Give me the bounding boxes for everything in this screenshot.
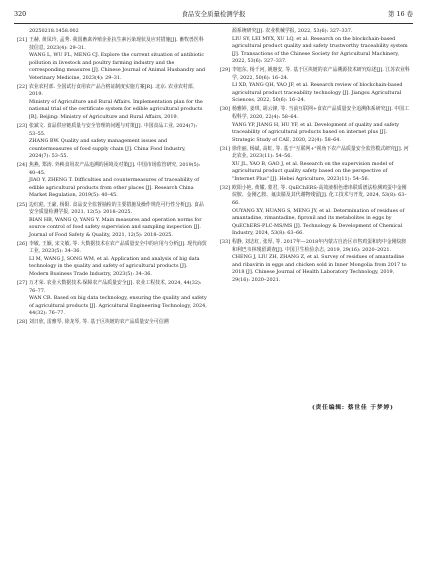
reference-number: [29] — [220, 67, 231, 74]
reference-entry — [220, 185, 410, 238]
reference-number: [22] — [17, 83, 28, 90]
reference-number: [28] — [17, 319, 28, 326]
reference-entry — [17, 241, 207, 279]
reference-number: [31] — [220, 145, 231, 152]
reference-number: [26] — [17, 240, 28, 247]
reference-number: [24] — [17, 162, 28, 169]
reference-entry — [220, 67, 410, 105]
reference-text: 万才荣. 农业大数据技术:保障农产品质量安全[J]. 农业工程技术, 2024, 44(32): 76–77. — [29, 280, 202, 294]
reference-text: XU JL, YAO B, GAO J, et al. Research on the supervision model of agricultural product quality safety based on the perspective of "Internet Plus" [J]. Hebei Agriculture, 2023(11): 54–56. — [232, 160, 394, 182]
reference-text: LI XD, YANG QH, YAO JF, et al. Research review of blockchain-based agricultural product traceability technology [J]. Jiangsu Agricultural Sciences, 2022, 50(6): 16–24. — [232, 82, 403, 104]
reference-number: [27] — [17, 280, 28, 286]
editor-credit: (责任编辑: 蔡世佳 于梦婷) — [312, 405, 394, 411]
reference-entry — [17, 202, 207, 240]
reference-text: 20250218.1458.002 — [29, 28, 79, 34]
reference-text: 张斌文. 食品供应链质量与安全管理的问题与对策[J]. 中国食品工业, 2024(7): 53–55. — [29, 123, 198, 137]
reference-text: ZHANG BW. Quality and safety management issues and countermeasures of food supply chain [J]. China Food Industry, 2024(7): 53–55. — [29, 138, 186, 160]
reference-text: LIU SY, LEI MYX, XU LQ, et al. Research on the blockchain-based agricultural product quality and safety trustworthy traceability system [J]. Transactions of the Chinese Society for Agricultural Machinery, 2022, 53(6): 327–337. — [232, 35, 408, 65]
reference-number: [30] — [220, 106, 231, 113]
reference-text: 程静, 刘志红, 张厚, 等. 2017年—2018年内蒙古自治区市售鸡蛋和肉中金刚烷胺和利巴韦林残留调查[J]. 中国卫生检验杂志, 2019, 29(16): 2020–2021. — [232, 239, 407, 253]
reference-number: [25] — [17, 201, 28, 208]
reference-entry — [17, 319, 207, 327]
running-header — [14, 8, 413, 21]
reference-entry — [17, 123, 207, 161]
reference-text: BIAN HB, WANG Q, YANG Y. Main measures and operation norms for source control of food safety supervision and sampling inspection [J]. Journal of Food Safety & Quality, 2021, 12(5): 2018–2025. — [29, 216, 202, 238]
reference-entry — [220, 28, 410, 66]
reference-entry — [17, 84, 207, 122]
reference-text: CHENG J, LIU ZH, ZHANG Z, et al. Survey of residues of amantadine and ribavirin in eggs and chicken sold in Inner Mongolia from 2017 to 2018 [J]. Chinese Journal of Health Laboratory Technology, 2019, 29(16): 2020–2021. — [232, 254, 407, 283]
volume-label: 第 16 卷 — [388, 10, 413, 18]
reference-number: [23] — [17, 123, 28, 130]
reference-text: 徐佳丽, 杨斌, 高虹, 等. 基于"互联网+"视角下农产品质量安全监管模式研究[J]. 河北农业, 2023(11): 54–56. — [232, 145, 409, 160]
reference-text: WANG L, WU FL, MENG CJ. Explore the current situation of antibiotic pollution in livestock and poultry farming industry and the corresponding measures [J]. Chinese Journal of Animal Husbandry and Veterinary Medicine, 2023(4): 29–31. — [29, 52, 206, 81]
reference-list-right-column — [220, 28, 410, 286]
reference-number: [33] — [220, 239, 231, 246]
reference-text: 焦燕, 郑涛. 外秧食用农产品追溯的困境及对策[J]. 中国市场监管研究, 2019(5): 40–45. — [29, 162, 201, 176]
reference-entry — [220, 106, 410, 144]
reference-text: 源系统研究[J]. 农业机械学报, 2022, 53(6): 327–337. — [232, 28, 353, 34]
header-rule — [14, 23, 413, 24]
reference-list-left-column — [17, 28, 207, 328]
reference-entry — [17, 37, 207, 82]
journal-title: 食品安全质量检测学报 — [181, 10, 246, 18]
reference-text: 杨雅婷, 姜琪, 胡云锋, 等. 当前互联网+食农产品质量安全追溯体系研究[J]. 中国工程科学, 2020, 22(4): 58–64. — [232, 106, 410, 121]
reference-entry — [220, 146, 410, 184]
reference-number: [32] — [220, 184, 231, 191]
reference-entry — [17, 28, 207, 36]
reference-text: WAN CR. Based on big data technology, ensuring the quality and safety of agricultural products [J]. Agricultural Engineering Technology, 2024, 44(32): 76–77. — [29, 295, 207, 317]
reference-text: 李敏, 王颖, 宋文敏, 等. 大数据技术在农产品质量安全中的应用与分析[J]. 现代商贸工业, 2023(5): 34–36. — [29, 240, 207, 255]
reference-text: 农业农村部. 全国试行食用农产品合格证制度实施方案[R]. 北京: 农业农村部, 2019. — [29, 83, 195, 98]
reference-text: YANG YP, JIANG H, HU YF, et al. Development of quality and safety traceability of agricultural products based on internet plus [J]. Strategic Study of CAE, 2020, 22(4): 58–64. — [232, 121, 400, 143]
reference-text: 刘日欣, 雷雅琴, 徐龙琴, 等. 基于区块链的农产品质量安全可信溯 — [29, 319, 169, 326]
reference-entry — [17, 162, 207, 200]
reference-entry — [17, 280, 207, 318]
reference-text: 欧阳小艳, 黄耀, 蒙君, 等. QuEChERS-高效液相色谱串联质谱法检测鸡蛋中金刚烷胺、金刚乙胺、氟虫腈及其代谢物残留[J]. 化工技术与开发, 2024, 53(8): 63–66. — [232, 184, 407, 207]
reference-number: [21] — [17, 37, 28, 44]
reference-text: Ministry of Agriculture and Rural Affairs. Implementation plan for the national trial of the certificate system for edible agricultural products [R]. Beijing: Ministry of Agriculture and Rural Affairs, 2019. — [29, 98, 203, 121]
reference-text: 王赫, 黄凤玲, 孟秀. 我国畜禽养殖企业抗生素污染现状及应对措施[J]. 畜牧兽医科技信息, 2023(4): 29–31. — [29, 37, 204, 51]
reference-entry — [220, 239, 410, 284]
reference-text: LI M, WANG J, SONG WM, et al. Application and analysis of big data technology in the quality and safety of agricultural products [J]. Modern Business Trade Industry, 2023(5): 34–36. — [29, 255, 200, 277]
reference-text: 李旭东, 杨千河, 姚惠安, 等. 基于区块链的农产品溯源技术研究综述[J]. 江苏农业科学, 2022, 50(6): 16–24. — [232, 67, 410, 81]
reference-text: 边红彪, 王豪, 杨阳. 食品安全监督抽检的主要措施及操作规范可行性分析[J]. 食品安全质量检测学报, 2021, 12(5): 2018–2025. — [29, 201, 204, 216]
reference-text: JIAO Y, ZHENG T. Difficulties and countermeasures of traceability of edible agricultural products from other places [J]. Research China Market Regulation, 2019(5): 40–45. — [29, 177, 200, 199]
reference-text: OUYANG XY, HUANG S, MENG JY, et al. Determination of residues of amantadine, rimantadine, fipronil and its metabolites in eggs by QuEChERS-PLC-MS/MS [J]. Technology & Development of Chemical Industry, 2024, 53(8): 63–66. — [232, 207, 405, 237]
page-number: 320 — [14, 10, 27, 18]
